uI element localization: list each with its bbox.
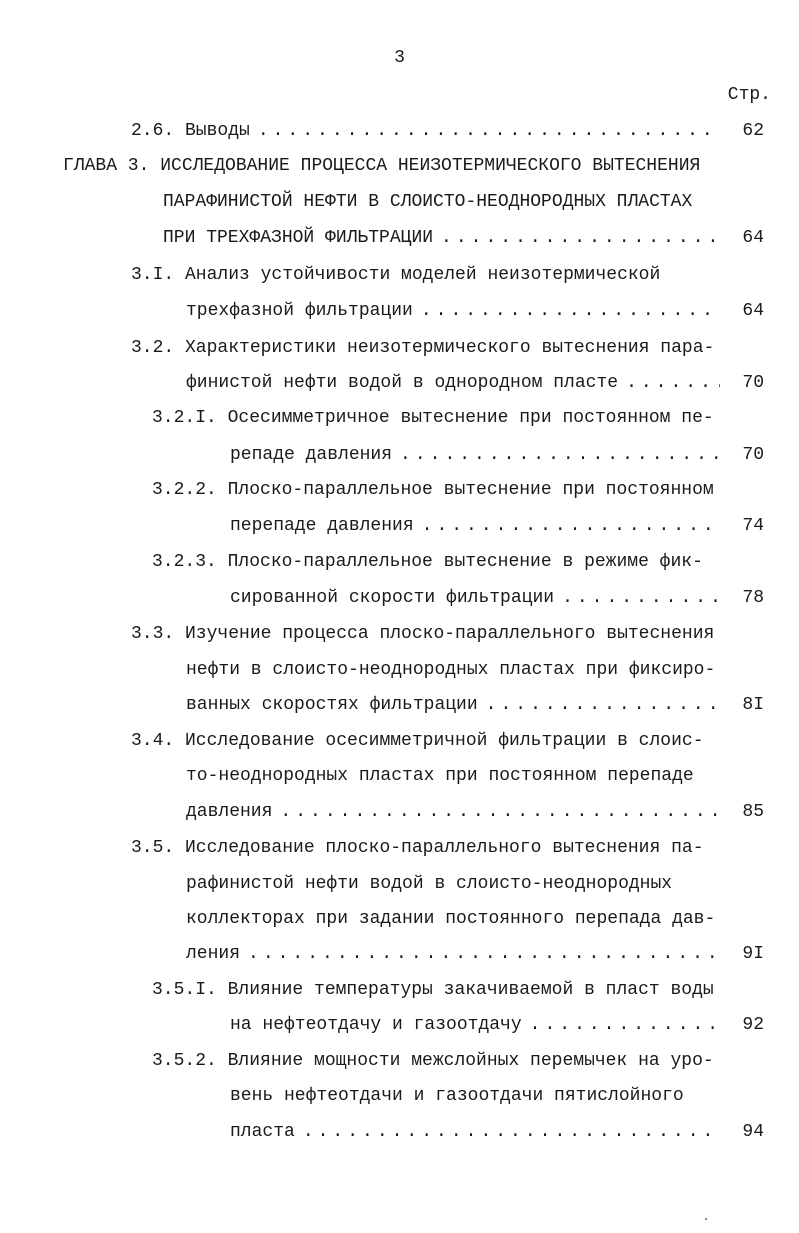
toc-entry-text: то-неоднородных пластах при постоянном перепаде xyxy=(186,766,694,786)
toc-entry-page: 78 xyxy=(742,588,764,608)
toc-entry-line xyxy=(230,514,720,538)
toc-entry-line xyxy=(230,1013,720,1037)
toc-entry-text: ления xyxy=(186,944,241,964)
toc-entry-line xyxy=(230,443,720,467)
dot-leader xyxy=(280,800,720,824)
dot-leader xyxy=(422,514,720,538)
page-number: 3 xyxy=(394,48,405,68)
page-column-header: Стр. xyxy=(727,85,771,105)
toc-entry-text: 3.2.3. Плоско-параллельное вытеснение в режиме фик- xyxy=(152,552,703,572)
toc-entry-text: 3.2.2. Плоско-параллельное вытеснение при постоянном xyxy=(152,480,714,500)
toc-entry-text: давления xyxy=(186,802,273,822)
toc-entry-line xyxy=(163,226,720,250)
toc-entry-text: финистой нефти водой в однородном пласте xyxy=(186,373,619,393)
toc-entry-text: ПРИ ТРЕХФАЗНОЙ ФИЛЬТРАЦИИ xyxy=(163,228,434,248)
toc-entry-text: коллекторах при задании постоянного перепада дав- xyxy=(186,909,716,929)
toc-entry-text: трехфазной фильтрации xyxy=(186,301,413,321)
toc-entry-line xyxy=(131,836,704,860)
toc-entry-text: перепаде давления xyxy=(230,516,414,536)
dot-leader xyxy=(486,693,720,717)
toc-entry-line xyxy=(163,190,692,214)
toc-entry-line xyxy=(152,550,703,574)
toc-entry-page: 62 xyxy=(742,121,764,141)
toc-entry-line xyxy=(152,406,714,430)
toc-entry-line xyxy=(186,907,715,931)
toc-entry-text: на нефтеотдачу и газоотдачу xyxy=(230,1015,522,1035)
toc-entry-line xyxy=(186,299,720,323)
dot-leader xyxy=(400,443,720,467)
toc-entry-page: 64 xyxy=(742,301,764,321)
toc-entry-line xyxy=(152,978,714,1002)
toc-entry-page: 74 xyxy=(742,516,764,536)
toc-entry-text: пласта xyxy=(230,1122,295,1142)
scan-speck xyxy=(705,1218,707,1220)
toc-entry-text: ПАРАФИНИСТОЙ НЕФТИ В СЛОИСТО-НЕОДНОРОДНЫХ ПЛАСТАХ xyxy=(163,192,693,212)
dot-leader xyxy=(441,226,720,250)
toc-entry-text: сированной скорости фильтрации xyxy=(230,588,555,608)
toc-entry-line xyxy=(131,622,714,646)
toc-entry-page: 9I xyxy=(742,944,764,964)
dot-leader xyxy=(562,586,720,610)
dot-leader xyxy=(258,119,720,143)
toc-entry-line xyxy=(152,1049,714,1073)
toc-entry-line xyxy=(186,693,720,717)
toc-entry-line xyxy=(230,1120,720,1144)
toc-entry-text: 3.3. Изучение процесса плоско-параллельного вытеснения xyxy=(131,624,715,644)
toc-entry-line xyxy=(186,800,720,824)
toc-entry-text: 3.5.I. Влияние температуры закачиваемой в пласт воды xyxy=(152,980,714,1000)
toc-entry-line xyxy=(131,263,660,287)
toc-entry-line xyxy=(230,586,720,610)
toc-entry-page: 64 xyxy=(742,228,764,248)
toc-entry-text: 2.6. Выводы xyxy=(131,121,250,141)
toc-entry-text: ГЛАВА 3. ИССЛЕДОВАНИЕ ПРОЦЕССА НЕИЗОТЕРМИЧЕСКОГО ВЫТЕСНЕНИЯ xyxy=(63,156,701,176)
toc-entry-line xyxy=(186,872,672,896)
toc-entry-text: 3.5. Исследование плоско-параллельного вытеснения па- xyxy=(131,838,704,858)
toc-entry-line xyxy=(230,1084,684,1108)
toc-entry-line xyxy=(186,658,715,682)
dot-leader xyxy=(530,1013,720,1037)
toc-entry-line xyxy=(131,729,704,753)
dot-leader xyxy=(303,1120,720,1144)
toc-entry-line xyxy=(186,371,720,395)
toc-entry-line xyxy=(152,478,714,502)
toc-entry-text: 3.5.2. Влияние мощности межслойных перемычек на уро- xyxy=(152,1051,714,1071)
toc-entry-text: 3.4. Исследование осесимметричной фильтрации в слоис- xyxy=(131,731,704,751)
toc-entry-page: 94 xyxy=(742,1122,764,1142)
toc-entry-text: 3.I. Анализ устойчивости моделей неизотермической xyxy=(131,265,661,285)
toc-entry-text: 3.2. Характеристики неизотермического вытеснения пара- xyxy=(131,338,715,358)
toc-entry-text: рафинистой нефти водой в слоисто-неоднородных xyxy=(186,874,673,894)
dot-leader xyxy=(626,371,720,395)
dot-leader xyxy=(421,299,720,323)
toc-entry-text: нефти в слоисто-неоднородных пластах при фиксиро- xyxy=(186,660,716,680)
toc-entry-page: 8I xyxy=(742,695,764,715)
toc-entry-line xyxy=(63,154,700,178)
toc-entry-page: 85 xyxy=(742,802,764,822)
toc-entry-line xyxy=(131,119,720,143)
toc-entry-line xyxy=(186,942,720,966)
toc-entry-page: 70 xyxy=(742,445,764,465)
dot-leader xyxy=(248,942,720,966)
toc-entry-text: репаде давления xyxy=(230,445,393,465)
toc-entry-text: 3.2.I. Осесимметричное вытеснение при постоянном пе- xyxy=(152,408,714,428)
toc-entry-text: ванных скоростях фильтрации xyxy=(186,695,478,715)
toc-entry-line xyxy=(131,336,714,360)
toc-entry-page: 70 xyxy=(742,373,764,393)
toc-entry-page: 92 xyxy=(742,1015,764,1035)
toc-entry-line xyxy=(186,764,694,788)
toc-entry-text: вень нефтеотдачи и газоотдачи пятислойного xyxy=(230,1086,684,1106)
